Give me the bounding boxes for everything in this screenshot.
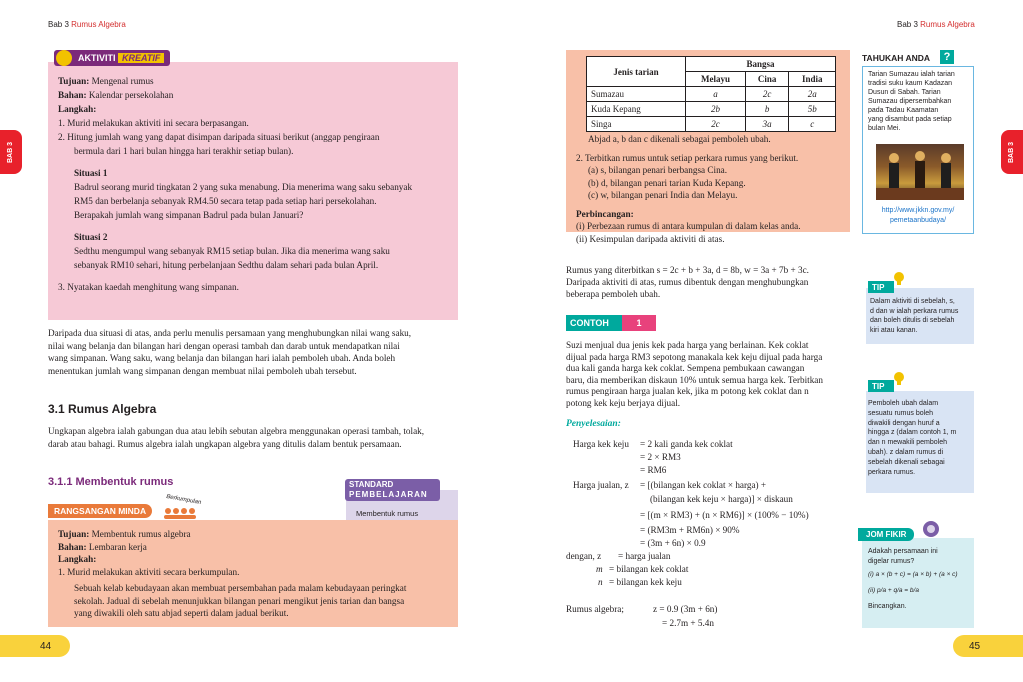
left-header-bab: Bab 3: [48, 20, 69, 29]
right-header: [897, 20, 975, 29]
rangsangan-content: Tujuan: Membentuk rumus algebra Bahan: Lembaran kerja Langkah: 1. Murid melakukan aktiviti secara berkumpulan. Sebuah kelab kebudayaan akan membuat persembahan pada malam kebudayaan peringkat sekolah. Jadual di sebelah menunjukkan bilangan penari mengikut jenis tarian dan bangsa yang diwakili oleh satu abjad seperti dalam jadual berikut.: [58, 529, 407, 618]
tip2-text: Pemboleh ubah dalam sesuatu rumus boleh diwakili dengan huruf a hingga z (dalam contoh 1, m dan n mewakili pemboleh ubah). z dalam rumus di sebelah dikenali sebagai perkara rumus.: [868, 400, 957, 476]
table-notes: Abjad a, b dan c dikenali sebagai pemboleh ubah. 2. Terbitkan rumus untuk setiap perkara rumus yang berikut. (a) s, bilangan penari berbangsa Cina. (b) d, bilangan penari tarian Kuda Kepang. (c) w, bilangan penari India dan Melayu. Perbincangan: (i) Perbezaan rumus di antara kumpulan di dalam kelas anda. (ii) Kesimpulan daripada aktiviti di atas.: [576, 134, 801, 244]
question-icon: ?: [940, 50, 954, 64]
rangsangan-badge: RANGSANGAN MINDA: [48, 504, 152, 518]
section-title: 3.1 Rumus Algebra: [48, 402, 157, 416]
sol-line: Harga kek keju: [573, 439, 629, 449]
aktiviti-content: Tujuan: Mengenal rumus Bahan: Kalendar persekolahan Langkah: 1. Murid melakukan aktiviti ini secara berpasangan. 2. Hitung jumlah wang yang dapat disimpan daripada situasi berikut (anggap pengiraan bermula dari 1 hari bulan hingga hari terakhir setiap bulan). Situasi 1 Badrul seorang murid tingkatan 2 yang suka menabung. Dia menerima wang saku sebanyak RM5 dan berbelanja sebanyak RM4.50 secara tetap pada setiap hari persekolahan. Berapakah jumlah wang simpanan Badrul pada bulan Januari? Situasi 2 Sedthu mengumpul wang sebanyak RM15 setiap bulan. Jika dia menerima wang saku sebanyak RM10 sehari, hitung perbelanjaan Sedthu dalam sehari pada bulan April. 3. Nyatakan kaedah menghitung wang simpanan.: [58, 76, 413, 292]
tip2-badge: TIP: [868, 380, 894, 392]
contoh-badge: CONTOH 1: [566, 315, 656, 331]
sol-line: = [(m × RM3) + (n × RM6)] × (100% − 10%): [640, 510, 809, 520]
right-page-number: 45: [969, 641, 981, 652]
table-row: Sumazau a 2c 2a: [587, 87, 836, 102]
sol-line: (bilangan kek keju × harga)] × diskaun: [650, 494, 793, 504]
tip1-badge: TIP: [868, 281, 894, 293]
jkkn-link[interactable]: http://www.jkkn.gov.my/ pemetaanbudaya/: [881, 207, 955, 224]
left-chapter-tab: BAB 3: [0, 130, 22, 174]
sol-line: = (RM3m + RM6n) × 90%: [640, 525, 740, 535]
col-bangsa: Bangsa: [686, 57, 836, 72]
tahukah-text: Tarian Sumazau ialah tarian tradisi suku kaum Kadazan Dusun di Sabah. Tarian Sumazau dipersembahkan pada Tadau Kaamatan yang disambut pada setiap bulan Mei.: [868, 71, 955, 132]
left-header: [48, 20, 126, 29]
standard-text: Membentuk rumus: [356, 509, 419, 518]
sol-line: z = 0.9 (3m + 6n): [653, 604, 718, 614]
standard-badge: STANDARD PEMBELAJARAN: [345, 479, 440, 501]
subsection-title: 3.1.1 Membentuk rumus: [48, 476, 174, 488]
jom-fikir-badge: JOM FIKIR: [858, 528, 914, 541]
algebra-definition: Ungkapan algebra ialah gabungan dua atau lebih sebutan algebra menggunakan operasi tambah, tolak, darab atau bahagi. Rumus algebra ialah ungkapan algebra yang ditulis dalam bentuk persamaan.: [48, 426, 425, 449]
sol-line: = RM6: [640, 465, 667, 475]
rumus-paragraph: Rumus yang diterbitkan s = 2c + b + 3a, d = 8b, w = 3a + 7b + 3c. Daripada aktiviti di atas, rumus dibentuk dengan menghubungkan beberapa pemboleh ubah.: [566, 265, 809, 299]
berkumpulan-label: Berkumpulan: [165, 493, 202, 507]
group-icon: [163, 506, 197, 518]
right-footer-bar: [953, 635, 1023, 657]
tip1-text: Dalam aktiviti di sebelah, s, d dan w ialah perkara rumus dan boleh ditulis di sebelah kiri atau kanan.: [870, 298, 959, 334]
left-footer-bar: [0, 635, 70, 657]
right-chapter-tab: BAB 3: [1001, 130, 1023, 174]
sol-line: = 2 kali ganda kek coklat: [640, 439, 733, 449]
table-row: Singa 2c 3a c: [587, 117, 836, 132]
tahukah-title: TAHUKAH ANDA: [862, 53, 930, 63]
sol-line: Harga jualan, z: [573, 480, 629, 490]
sol-line: m: [596, 564, 603, 574]
contoh-number: 1: [622, 315, 656, 331]
right-header-title: Rumus Algebra: [920, 20, 975, 29]
right-header-bab: Bab 3: [897, 20, 918, 29]
sol-line: = harga jualan: [618, 551, 671, 561]
lightbulb-icon: [893, 272, 905, 286]
sol-line: = [(bilangan kek coklat × harga) +: [640, 480, 767, 490]
tarian-table: Jenis tarian Bangsa Melayu Cina India Sumazau a 2c 2a Kuda Kepang 2b b 5b Singa 2c 3a c: [586, 56, 836, 132]
sol-line: = bilangan kek coklat: [609, 564, 689, 574]
brain-icon: [922, 520, 940, 538]
col-jenis-tarian: Jenis tarian: [587, 57, 686, 87]
lightbulb-icon: [893, 372, 905, 386]
sol-line: = 2.7m + 5.4n: [662, 618, 714, 628]
penyelesaian-label: Penyelesaian:: [566, 419, 621, 429]
sol-line: n: [598, 577, 603, 587]
sol-line: = bilangan kek keju: [609, 577, 682, 587]
sol-line: = 2 × RM3: [640, 452, 681, 462]
lightbulb-icon: [56, 50, 72, 66]
table-row: Kuda Kepang 2b b 5b: [587, 102, 836, 117]
sol-line: dengan, z: [566, 551, 602, 561]
sol-line: Rumus algebra;: [566, 604, 624, 614]
intro-paragraph: Daripada dua situasi di atas, anda perlu menulis persamaan yang menghubungkan nilai wang saku, nilai wang belanja dan bilangan hari dengan operasi tambah dan darab untuk mendapatkan nilai wang simpanan. Wang saku, wang belanja dan bilangan hari ialah pemboleh ubah. Anda boleh menentukan jumlah wang simpanan dengan membuat nilai pemboleh ubah tersebut.: [48, 328, 412, 376]
jom-fikir-text: Adakah persamaan ini digelar rumus? (i) a × (b + c) = (a × b) + (a × c) (ii) p/a + q/a = b/a Bincangkan.: [868, 548, 958, 610]
left-header-title: Rumus Algebra: [71, 20, 126, 29]
sumazau-dancers-photo: [876, 144, 964, 200]
aktiviti-kreatif-badge: AKTIVITI KREATIF: [54, 50, 170, 66]
left-page-number: 44: [40, 641, 52, 652]
contoh-text: Suzi menjual dua jenis kek pada harga yang berlainan. Kek coklat dijual pada harga RM3 sepotong manakala kek keju dijual pada harga dua kali ganda harga kek coklat. Sempena pembukaan cawangan baru, dia memberikan diskaun 10% untuk semua harga kek. Terbitkan rumus pengiraan harga jualan kek, jika m potong kek coklat dan n potong kek keju berjaya dijual.: [566, 340, 823, 408]
sol-line: = (3m + 6n) × 0.9: [640, 538, 706, 548]
